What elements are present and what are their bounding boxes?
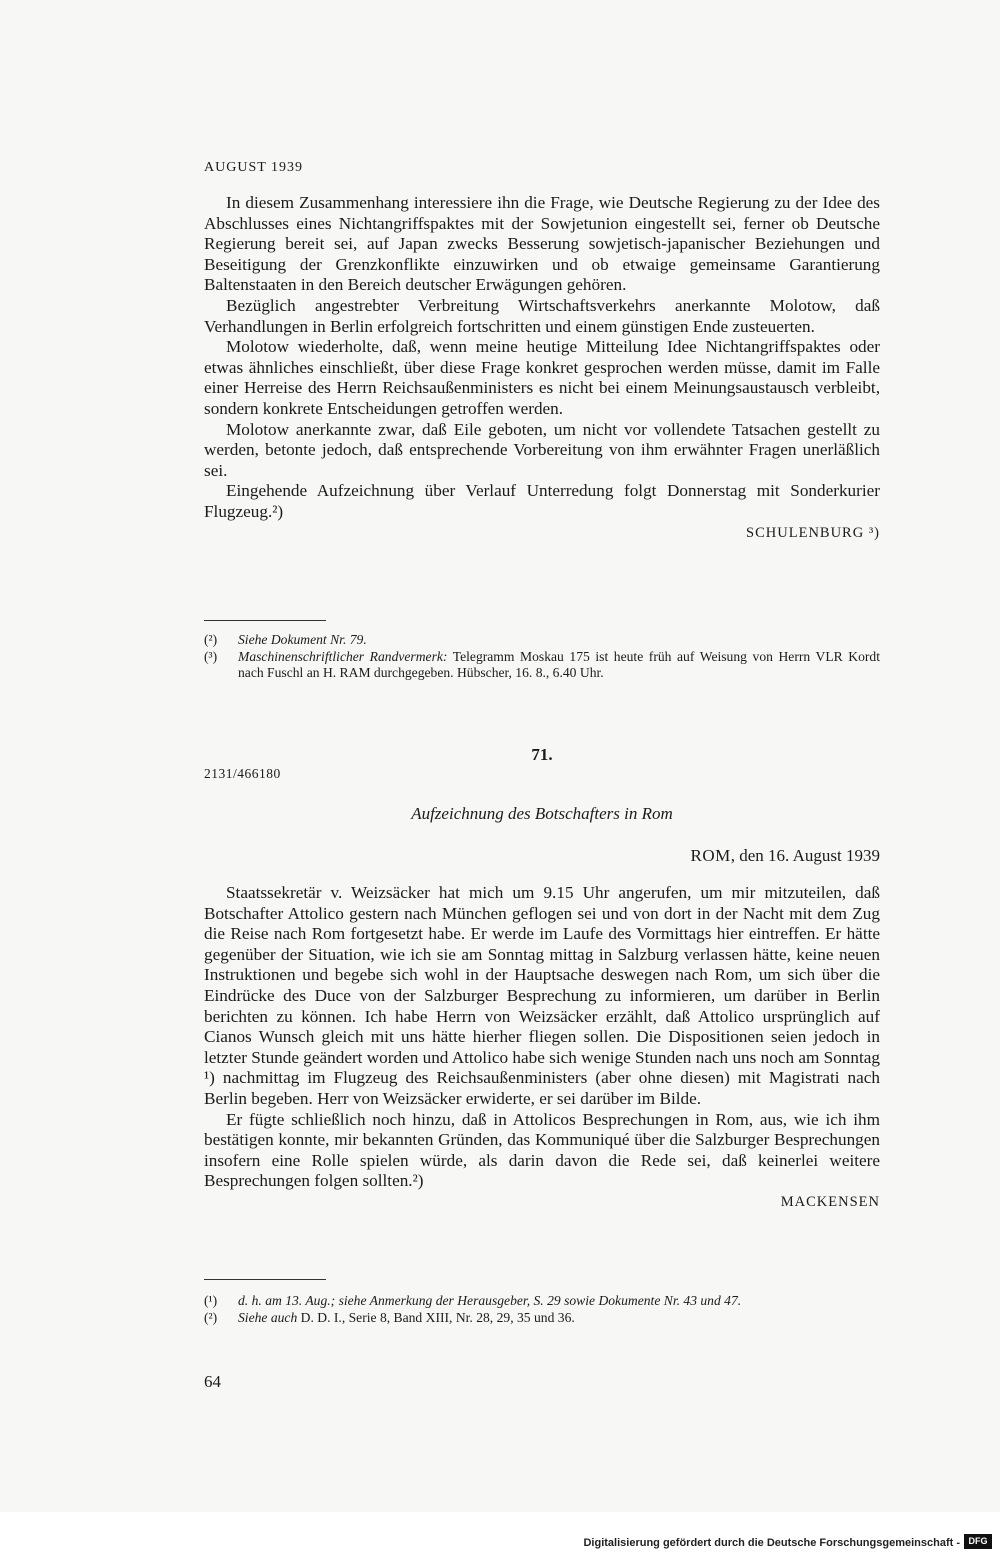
footnote-number: (¹) <box>204 1293 218 1308</box>
paragraph: Eingehende Aufzeichnung über Verlauf Unterredung folgt Donnerstag mit Sonderkurier Flugzeug.²) <box>204 481 880 521</box>
funding-credit: Digitalisierung gefördert durch die Deutsche Forschungsgemeinschaft - <box>583 1537 960 1549</box>
footnote-italic: Siehe Dokument Nr. 79. <box>238 632 367 647</box>
memorandum-body <box>204 883 880 1213</box>
footnote-number: (²) <box>204 632 218 647</box>
footnote-text: Telegramm Moskau 175 ist heute früh auf Weisung von Herrn VLR Kordt nach Fuschl an H. RAM durchgegeben. Hübscher, 16. 8., 6.40 Uhr. <box>238 648 880 681</box>
document-title: Aufzeichnung des Botschafters in Rom <box>411 804 673 823</box>
digitization-footer <box>0 1512 1000 1554</box>
dateline-date: , den 16. August 1939 <box>730 846 880 865</box>
paragraph: Bezüglich angestrebter Verbreitung Wirtschaftsverkehrs anerkannte Molotow, daß Verhandlungen in Berlin erfolgreich fortschritten und einem günstigen Ende zusteuerten. <box>204 295 880 336</box>
paragraph: Molotow wiederholte, daß, wenn meine heutige Mitteilung Idee Nichtangriffspaktes oder etwas ähnliches einschließt, über diese Frage konkret gesprochen werden müsse, damit im Falle einer Herreise des Herrn Reichsaußenministers es nicht bei einem Meinungsaustausch verbleibt, sondern konkrete Entscheidungen getroffen werden. <box>204 337 880 418</box>
paragraph: Er fügte schließlich noch hinzu, daß in Attolicos Besprechungen in Rom, aus, wie ich ihm bestätigen konnte, mir bekannten Gründen, das Kommuniqué über die Salzburger Besprechungen insofern eine Rolle spielen würde, als darin davon die Rede sei, daß keinerlei weitere Besprechungen folgen sollten.²) <box>204 1109 880 1191</box>
footnote-italic: Maschinenschriftlicher Randvermerk: <box>238 648 448 664</box>
telegram-continuation <box>204 193 880 543</box>
dateline <box>204 846 880 866</box>
footnotes <box>204 1293 880 1326</box>
footnotes <box>204 632 880 682</box>
document-number: 71. <box>531 745 553 764</box>
file-reference: 2131/466180 <box>204 766 281 781</box>
footnote-number: (²) <box>204 1309 218 1325</box>
footnote <box>204 1310 880 1327</box>
footnote <box>204 632 880 649</box>
paragraph: In diesem Zusammenhang interessiere ihn die Frage, wie Deutsche Regierung zu der Idee des Abschlusses eines Nichtangriffspaktes mit der Sowjetunion eingestellt sei, ferner ob Deutsche Regierung bereit sei, auf Japan zwecks Besserung sowjetisch-japanischer Beziehungen und Beseitigung der Grenzkonflikte einzuwirken und ob etwaige gemeinsame Garantierung Baltenstaaten in den Bereich deutscher Erwägungen gehören. <box>204 193 880 295</box>
page-number: 64 <box>204 1372 221 1391</box>
signature: MACKENSEN <box>780 1193 880 1210</box>
footnote-rule <box>204 620 326 621</box>
paragraph: Molotow anerkannte zwar, daß Eile geboten, um nicht vor vollendete Tatsachen gestellt zu werden, betonte jedoch, daß entsprechende Vorbereitung von ihm erwähnter Fragen unerläßlich sei. <box>204 419 880 480</box>
dfg-logo-icon: DFG <box>964 1534 992 1549</box>
footnote-italic: d. h. am 13. Aug.; siehe Anmerkung der Herausgeber, S. 29 sowie Dokumente Nr. 43 und 47. <box>238 1293 742 1308</box>
footnote <box>204 1293 880 1310</box>
footnote-rule <box>204 1279 326 1280</box>
paragraph: Staatssekretär v. Weizsäcker hat mich um 9.15 Uhr angerufen, um mir mitzuteilen, daß Botschafter Attolico gestern nach München geflogen sei und von dort in der Nacht mit dem Zug die Reise nach Rom fortgesetzt habe. Er werde im Laufe des Vormittags hier eintreffen. Er hätte gegenüber der Situation, wie ich sie am Sonntag mittag in Salzburg verlassen hätte, keine neuen Instruktionen und begebe sich wohl in der Hauptsache deswegen nach Rom, um sich über die Eindrücke des Duce von der Salzburger Besprechung zu informieren, um darüber in Berlin berichten zu können. Ich habe Herrn von Weizsäcker erzählt, daß Attolico ursprünglich auf Cianos Wunsch gleich mit uns hätte hierher fliegen sollen. Die Dispositionen seien jedoch in letzter Stunde geändert worden und Attolico habe sich wenige Stunden nach uns noch am Sonntag ¹) nachmittag im Flugzeug des Reichsaußenministers (aber ohne diesen) mit Magistrati nach Berlin begeben. Herr von Weizsäcker erwiderte, er sei darüber im Bilde. <box>204 883 880 1108</box>
running-header: AUGUST 1939 <box>204 160 304 175</box>
footnote <box>204 649 880 682</box>
footnote-italic: Siehe auch <box>238 1309 298 1325</box>
signature: SCHULENBURG ³) <box>746 524 880 541</box>
footnote-number: (³) <box>204 648 218 664</box>
footnote-text: D. D. I., Serie 8, Band XIII, Nr. 28, 29, 35 und 36. <box>297 1309 575 1325</box>
dateline-place: ROM <box>690 846 731 865</box>
